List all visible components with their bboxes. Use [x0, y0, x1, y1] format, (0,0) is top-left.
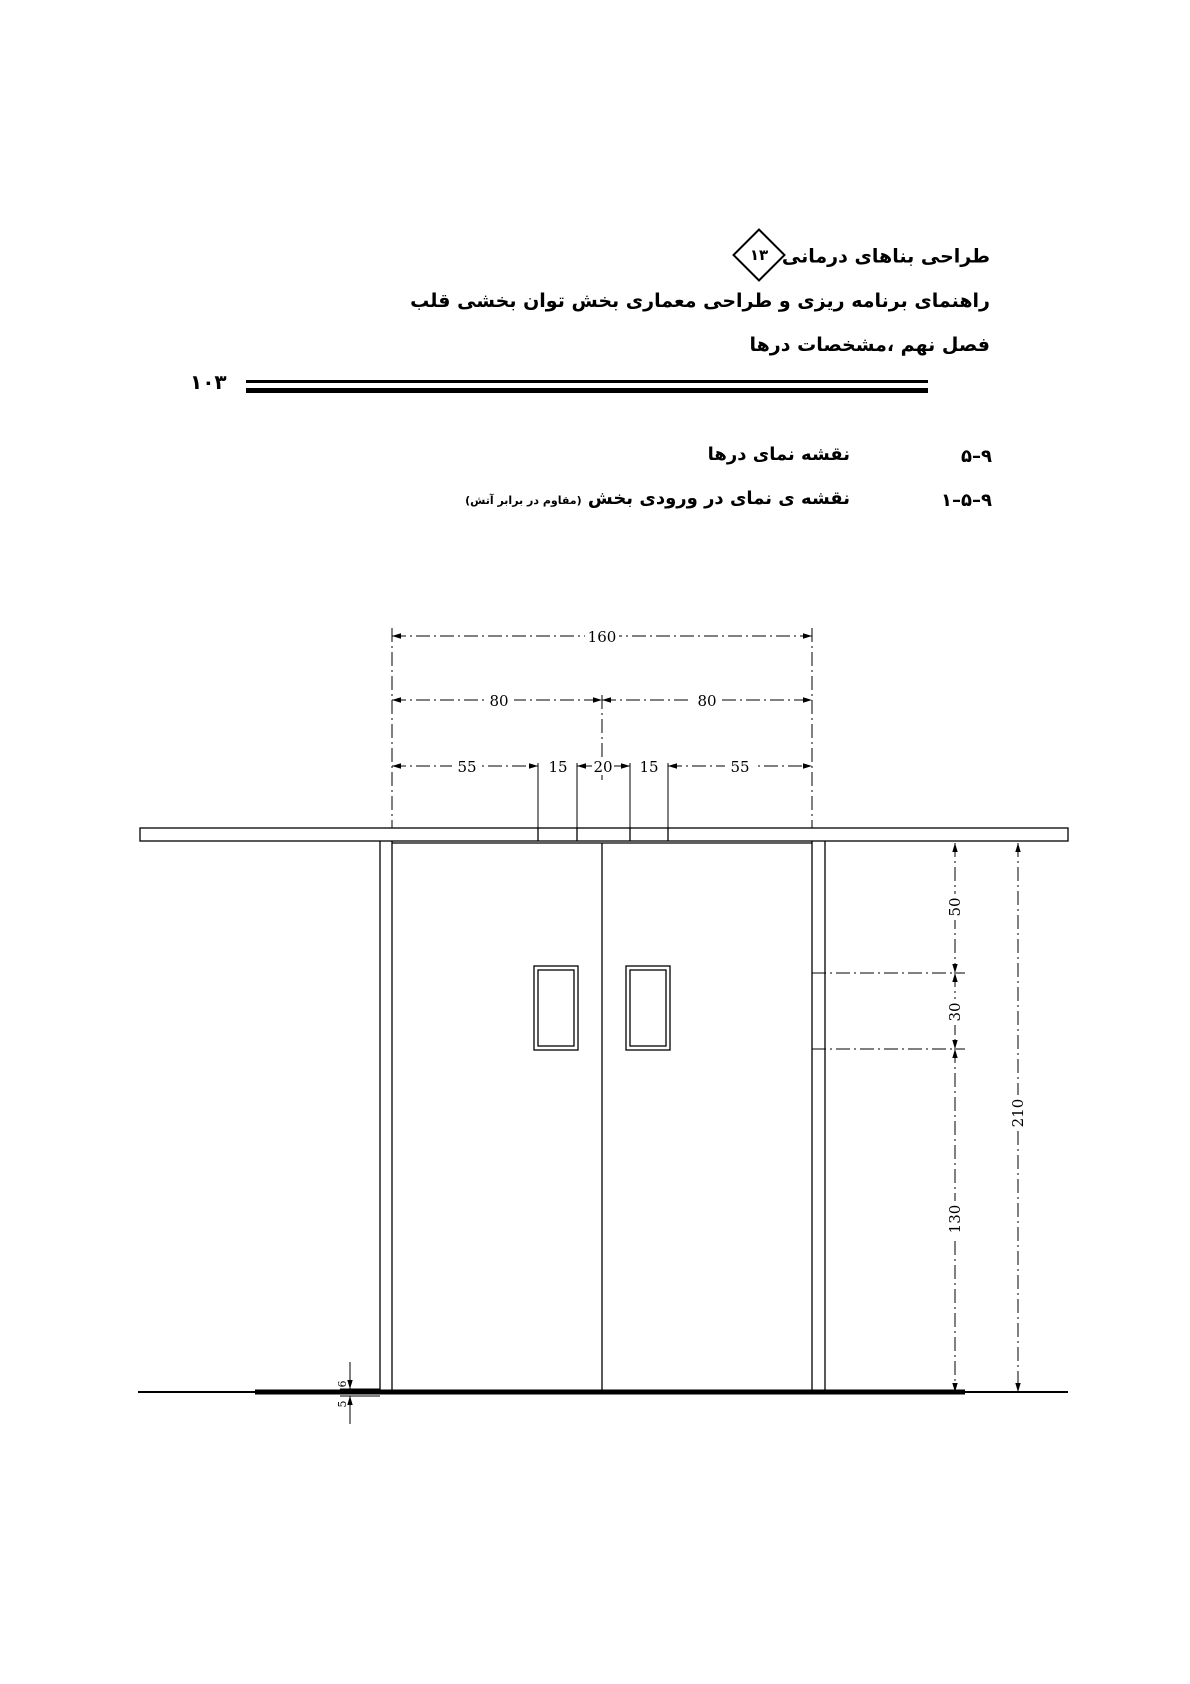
dim-overall-width: 160 — [587, 628, 617, 646]
dim-seg-center: 20 — [593, 758, 613, 776]
dim-seg-mid-right: 15 — [639, 758, 659, 776]
dim-vertical-bottom: 130 — [946, 1204, 964, 1234]
vision-panel-right — [626, 966, 670, 1050]
dim-leaf-right: 80 — [697, 692, 717, 710]
dim-overall-height: 210 — [1009, 1098, 1027, 1128]
book-title-text: طراحی بناهای درمانی — [781, 245, 990, 268]
vision-panel-left — [534, 966, 578, 1050]
dim-vertical-window: 30 — [946, 1002, 964, 1022]
subsection-number: ۹–۵–۱ — [941, 490, 992, 511]
dim-seg-left: 55 — [457, 758, 477, 776]
dim-leaf-left: 80 — [489, 692, 509, 710]
section-number: ۹–۵ — [961, 446, 992, 467]
lintel-beam — [140, 828, 1068, 841]
dim-seg-right: 55 — [730, 758, 750, 776]
dim-vertical-top: 50 — [946, 897, 964, 917]
page-number: ۱۰۳ — [190, 370, 227, 394]
subsection-note: (مقاوم در برابر آتش) — [465, 494, 582, 507]
subsection-title-text: نقشه ی نمای در ورودی بخش — [587, 488, 850, 509]
chapter-title: فصل نهم ،مشخصات درها — [749, 334, 990, 356]
dim-threshold-b: 5 — [336, 1400, 349, 1408]
dim-seg-mid-left: 15 — [548, 758, 568, 776]
book-subtitle: راهنمای برنامه ریزی و طراحی معماری بخش توان بخشی قلب — [410, 290, 990, 312]
section-title: نقشه نمای درها — [707, 444, 850, 465]
book-number: ۱۳ — [749, 246, 769, 264]
dim-threshold-a: 6 — [336, 1380, 349, 1388]
